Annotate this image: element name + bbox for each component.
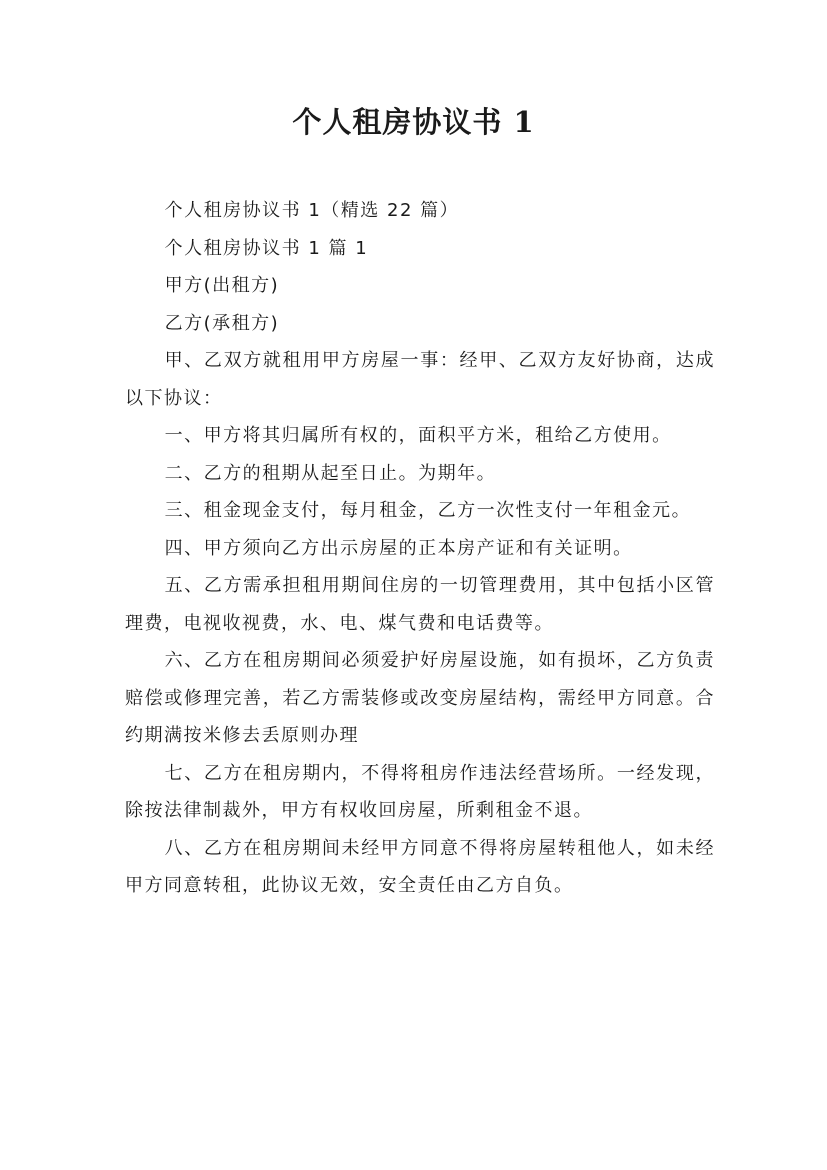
document-body (125, 192, 715, 905)
paragraph-clause-7: 七、乙方在租房期内，不得将租房作违法经营场所。一经发现，除按法律制裁外，甲方有权收回房屋，所剩租金不退。 (125, 762, 715, 821)
paragraph-section-heading: 个人租房协议书 1 篇 1 (164, 237, 369, 259)
paragraph-clause-5: 五、乙方需承担租用期间住房的一切管理费用，其中包括小区管理费，电视收视费，水、电、煤气费和电话费等。 (125, 575, 715, 634)
paragraph-clause-2: 二、乙方的租期从起至日止。为期年。 (164, 462, 497, 484)
paragraph-clause-6: 六、乙方在租房期间必须爱护好房屋设施，如有损坏，乙方负责赔偿或修理完善，若乙方需装修或改变房屋结构，需经甲方同意。合约期满按米修去丢原则办理 (125, 650, 715, 746)
paragraph-preamble: 甲、乙双方就租用甲方房屋一事：经甲、乙双方友好协商，达成以下协议： (125, 350, 715, 409)
paragraph-party-b: 乙方(承租方) (164, 312, 280, 334)
paragraph-clause-8: 八、乙方在租房期间未经甲方同意不得将房屋转租他人，如未经甲方同意转租，此协议无效，安全责任由乙方自负。 (125, 837, 715, 896)
paragraph-party-a: 甲方(出租方) (164, 275, 280, 296)
document-title: 个人租房协议书 1 (292, 105, 535, 139)
paragraph-clause-4: 四、甲方须向乙方出示房屋的正本房产证和有关证明。 (164, 537, 633, 559)
paragraph-clause-3: 三、租金现金支付，每月租金，乙方一次性支付一年租金元。 (164, 500, 692, 521)
paragraph-subtitle: 个人租房协议书 1（精选 22 篇） (164, 200, 460, 221)
paragraph-clause-1: 一、甲方将其归属所有权的，面积平方米，租给乙方使用。 (164, 425, 672, 446)
